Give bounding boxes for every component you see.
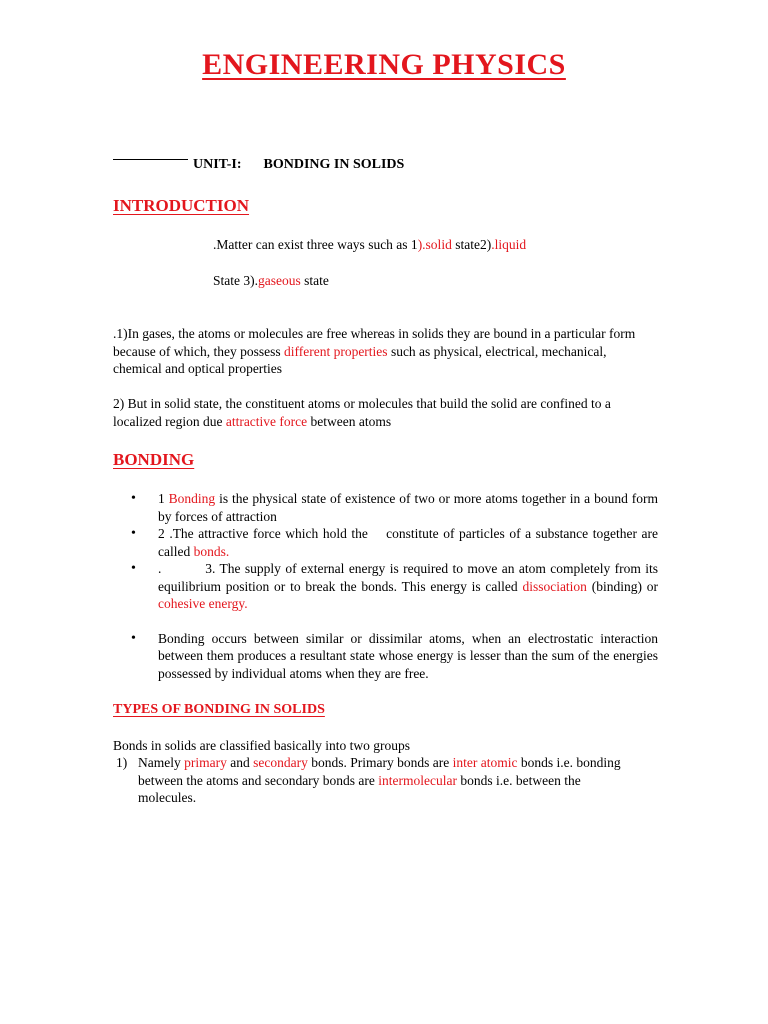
- document-title: ENGINEERING PHYSICS: [202, 48, 566, 81]
- intro-paragraph-2: 2) But in solid state, the constituent atoms or molecules that build the solid are confined to a localized region due attractive force between atoms: [113, 396, 611, 429]
- intro-line-1: .Matter can exist three ways such as 1).solid state2).liquid: [213, 237, 527, 252]
- bonding-bullet-list: [113, 490, 662, 682]
- intro-paragraph-1: .1)In gases, the atoms or molecules are free whereas in solids they are bound in a particular form because of which, they possess different properties such as physical, electrical, mechanical, chemical and optical properties: [113, 326, 636, 376]
- bonding-bullet-3: • . 3. The supply of external energy is required to move an atom completely from its equilibrium position or to break the bonds. This energy is called dissociation (binding) or cohesive energy.: [113, 560, 658, 613]
- intro-line-2: State 3).gaseous state: [213, 273, 329, 288]
- bonding-bullet-2: • 2 .The attractive force which hold the constitute of particles of a substance together are called bonds.: [113, 525, 658, 560]
- unit-topic: BONDING IN SOLIDS: [263, 157, 405, 172]
- unit-heading: [193, 157, 404, 173]
- types-intro: Bonds in solids are classified basically into two groups: [113, 738, 410, 753]
- unit-label: UNIT-I:: [193, 157, 242, 172]
- bonding-heading: BONDING: [113, 450, 195, 469]
- introduction-heading: INTRODUCTION: [113, 196, 250, 215]
- bonding-bullet-4: • Bonding occurs between similar or dissimilar atoms, when an electrostatic interaction between them produces a resultant state whose energy is lesser than the sum of the energies possessed by individual atoms when they are free.: [113, 630, 658, 683]
- types-heading: TYPES OF BONDING IN SOLIDS: [113, 702, 325, 717]
- list-item-text: Namely primary and secondary bonds. Primary bonds are inter atomic bonds i.e. bonding between the atoms and secondary bonds are intermolecular bonds i.e. between the molecules.: [138, 755, 621, 805]
- list-item-number: 1): [116, 755, 128, 770]
- bonding-bullet-1: • 1 Bonding is the physical state of existence of two or more atoms together in a bound form by forces of attraction: [113, 490, 658, 525]
- unit-underline: [113, 159, 188, 160]
